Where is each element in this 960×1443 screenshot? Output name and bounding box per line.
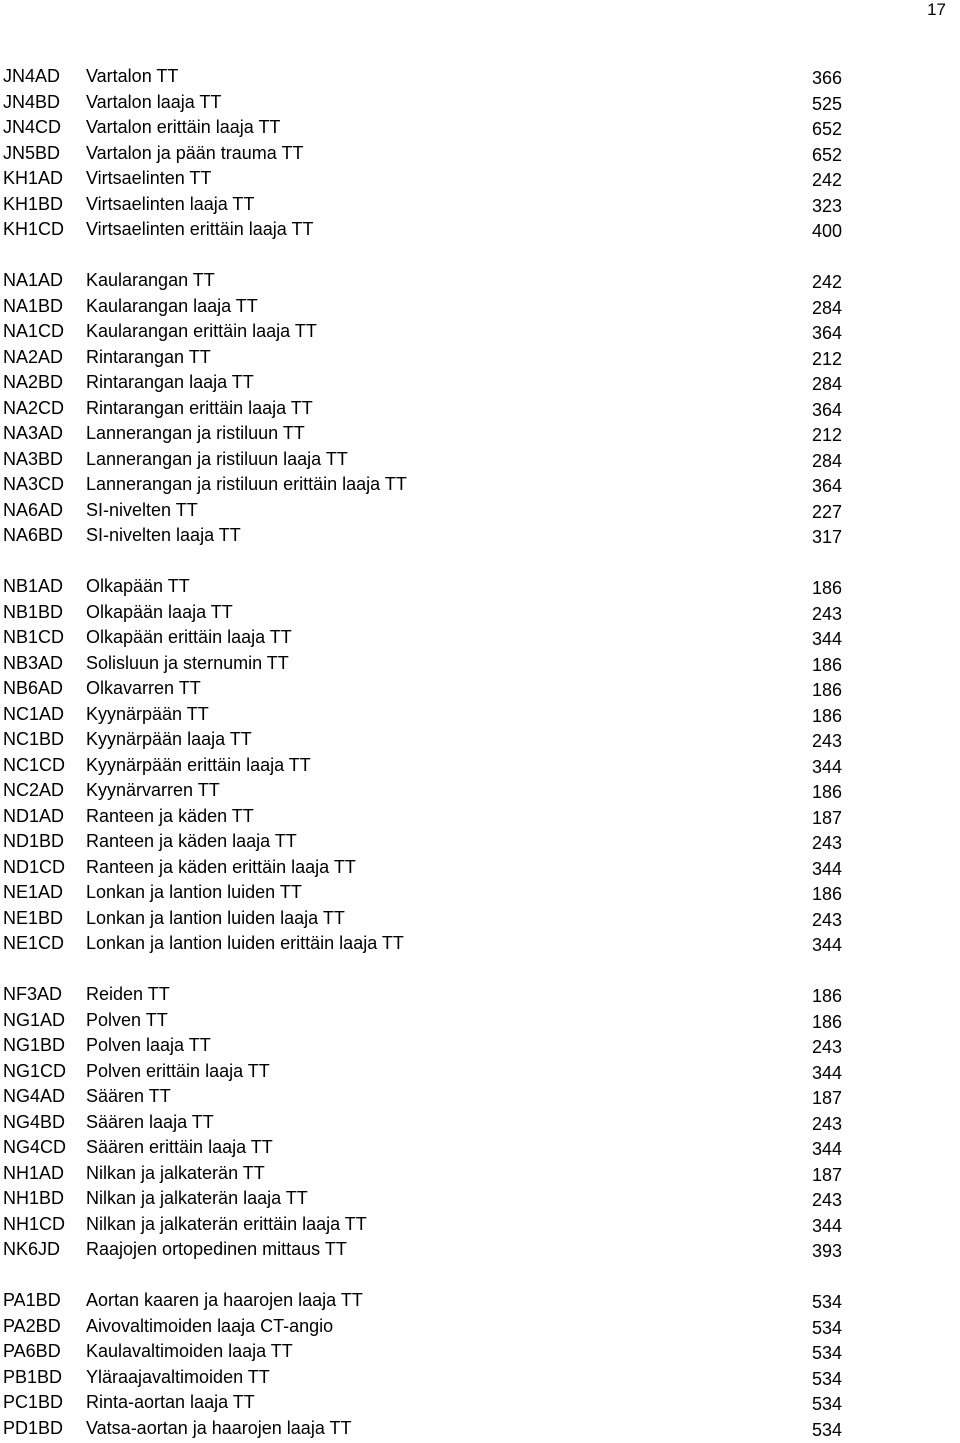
price-row <box>0 855 960 881</box>
procedure-description: Ranteen ja käden laaja TT <box>86 829 297 855</box>
price-row <box>0 217 960 243</box>
procedure-price: 187 <box>812 806 842 832</box>
procedure-description: Aortan kaaren ja haarojen laaja TT <box>86 1288 363 1314</box>
procedure-price: 187 <box>812 1163 842 1189</box>
procedure-code: PA6BD <box>3 1339 81 1365</box>
procedure-price: 344 <box>812 857 842 883</box>
procedure-code: NA2CD <box>3 396 81 422</box>
procedure-price: 284 <box>812 296 842 322</box>
price-list <box>0 64 960 1441</box>
procedure-price: 344 <box>812 755 842 781</box>
procedure-code: NG4BD <box>3 1110 81 1136</box>
procedure-description: Vatsa-aortan ja haarojen laaja TT <box>86 1416 352 1442</box>
procedure-description: Lannerangan ja ristiluun TT <box>86 421 305 447</box>
procedure-price: 525 <box>812 92 842 118</box>
procedure-code: NA3BD <box>3 447 81 473</box>
price-row <box>0 115 960 141</box>
procedure-price: 366 <box>812 66 842 92</box>
procedure-price: 243 <box>812 1035 842 1061</box>
procedure-code: NC1AD <box>3 702 81 728</box>
price-group <box>0 268 960 549</box>
procedure-price: 344 <box>812 1137 842 1163</box>
price-row <box>0 472 960 498</box>
procedure-price: 243 <box>812 602 842 628</box>
procedure-description: Ranteen ja käden erittäin laaja TT <box>86 855 356 881</box>
price-row <box>0 319 960 345</box>
procedure-code: NH1CD <box>3 1212 81 1238</box>
price-row <box>0 727 960 753</box>
price-row <box>0 166 960 192</box>
procedure-price: 186 <box>812 1010 842 1036</box>
procedure-code: NF3AD <box>3 982 81 1008</box>
price-row <box>0 1237 960 1263</box>
procedure-description: Nilkan ja jalkaterän TT <box>86 1161 265 1187</box>
procedure-code: NA1CD <box>3 319 81 345</box>
procedure-price: 186 <box>812 780 842 806</box>
procedure-price: 344 <box>812 627 842 653</box>
procedure-code: NG4CD <box>3 1135 81 1161</box>
price-row <box>0 268 960 294</box>
price-row <box>0 421 960 447</box>
procedure-description: Vartalon TT <box>86 64 178 90</box>
procedure-code: JN4BD <box>3 90 81 116</box>
procedure-code: NA1BD <box>3 294 81 320</box>
price-group <box>0 574 960 957</box>
price-row <box>0 1186 960 1212</box>
procedure-price: 284 <box>812 372 842 398</box>
procedure-price: 186 <box>812 984 842 1010</box>
price-row <box>0 1059 960 1085</box>
price-row <box>0 345 960 371</box>
procedure-code: NK6JD <box>3 1237 81 1263</box>
price-row <box>0 804 960 830</box>
procedure-code: NG1AD <box>3 1008 81 1034</box>
procedure-description: Vartalon laaja TT <box>86 90 221 116</box>
procedure-code: NA6BD <box>3 523 81 549</box>
procedure-price: 364 <box>812 474 842 500</box>
procedure-code: NA2AD <box>3 345 81 371</box>
price-row <box>0 294 960 320</box>
price-row <box>0 396 960 422</box>
procedure-description: Kyynärpään erittäin laaja TT <box>86 753 311 779</box>
procedure-description: Lannerangan ja ristiluun erittäin laaja TT <box>86 472 407 498</box>
price-row <box>0 64 960 90</box>
price-row <box>0 523 960 549</box>
price-row <box>0 1212 960 1238</box>
price-row <box>0 651 960 677</box>
procedure-code: NE1AD <box>3 880 81 906</box>
procedure-price: 243 <box>812 729 842 755</box>
procedure-price: 186 <box>812 653 842 679</box>
procedure-price: 534 <box>812 1367 842 1393</box>
procedure-code: NG1CD <box>3 1059 81 1085</box>
procedure-description: Rintarangan erittäin laaja TT <box>86 396 313 422</box>
procedure-description: Rintarangan laaja TT <box>86 370 254 396</box>
procedure-price: 186 <box>812 576 842 602</box>
procedure-description: Virtsaelinten laaja TT <box>86 192 254 218</box>
procedure-description: Kyynärpään laaja TT <box>86 727 252 753</box>
procedure-description: Lonkan ja lantion luiden TT <box>86 880 302 906</box>
procedure-price: 393 <box>812 1239 842 1265</box>
procedure-description: Säären TT <box>86 1084 171 1110</box>
price-row <box>0 1008 960 1034</box>
procedure-description: Kaularangan erittäin laaja TT <box>86 319 317 345</box>
procedure-description: Polven laaja TT <box>86 1033 211 1059</box>
procedure-price: 242 <box>812 270 842 296</box>
procedure-description: Rinta-aortan laaja TT <box>86 1390 255 1416</box>
procedure-price: 242 <box>812 168 842 194</box>
procedure-description: Olkavarren TT <box>86 676 201 702</box>
price-row <box>0 1339 960 1365</box>
procedure-description: Yläraajavaltimoiden TT <box>86 1365 270 1391</box>
procedure-price: 652 <box>812 117 842 143</box>
procedure-description: Aivovaltimoiden laaja CT-angio <box>86 1314 333 1340</box>
price-row <box>0 982 960 1008</box>
procedure-description: Olkapään laaja TT <box>86 600 233 626</box>
page-number: 17 <box>927 0 946 20</box>
procedure-code: NE1CD <box>3 931 81 957</box>
procedure-description: Säären laaja TT <box>86 1110 214 1136</box>
price-row <box>0 1110 960 1136</box>
procedure-code: ND1AD <box>3 804 81 830</box>
procedure-code: PA1BD <box>3 1288 81 1314</box>
price-row <box>0 1135 960 1161</box>
price-row <box>0 1365 960 1391</box>
procedure-description: SI-nivelten laaja TT <box>86 523 241 549</box>
procedure-price: 364 <box>812 321 842 347</box>
procedure-description: Nilkan ja jalkaterän laaja TT <box>86 1186 308 1212</box>
price-row <box>0 600 960 626</box>
price-row <box>0 1390 960 1416</box>
procedure-description: Vartalon erittäin laaja TT <box>86 115 280 141</box>
procedure-description: Olkapään erittäin laaja TT <box>86 625 292 651</box>
procedure-description: Solisluun ja sternumin TT <box>86 651 289 677</box>
procedure-description: Vartalon ja pään trauma TT <box>86 141 303 167</box>
procedure-price: 323 <box>812 194 842 220</box>
procedure-code: NG4AD <box>3 1084 81 1110</box>
procedure-description: Kyynärpään TT <box>86 702 209 728</box>
procedure-price: 212 <box>812 347 842 373</box>
procedure-description: SI-nivelten TT <box>86 498 198 524</box>
procedure-code: NC1BD <box>3 727 81 753</box>
procedure-code: PB1BD <box>3 1365 81 1391</box>
procedure-code: PC1BD <box>3 1390 81 1416</box>
procedure-description: Kaularangan TT <box>86 268 215 294</box>
price-row <box>0 906 960 932</box>
procedure-code: NE1BD <box>3 906 81 932</box>
price-row <box>0 141 960 167</box>
price-row <box>0 753 960 779</box>
procedure-code: NA6AD <box>3 498 81 524</box>
procedure-price: 243 <box>812 1112 842 1138</box>
price-row <box>0 192 960 218</box>
procedure-description: Lonkan ja lantion luiden laaja TT <box>86 906 345 932</box>
procedure-code: NC2AD <box>3 778 81 804</box>
price-row <box>0 1416 960 1442</box>
procedure-description: Lonkan ja lantion luiden erittäin laaja TT <box>86 931 404 957</box>
procedure-code: NA1AD <box>3 268 81 294</box>
procedure-code: NA2BD <box>3 370 81 396</box>
procedure-code: JN5BD <box>3 141 81 167</box>
procedure-code: ND1BD <box>3 829 81 855</box>
procedure-code: KH1BD <box>3 192 81 218</box>
price-group <box>0 982 960 1263</box>
price-row <box>0 498 960 524</box>
price-row <box>0 880 960 906</box>
procedure-price: 534 <box>812 1392 842 1418</box>
price-row <box>0 931 960 957</box>
procedure-description: Virtsaelinten erittäin laaja TT <box>86 217 313 243</box>
procedure-code: NB6AD <box>3 676 81 702</box>
procedure-description: Olkapään TT <box>86 574 190 600</box>
procedure-price: 243 <box>812 1188 842 1214</box>
procedure-code: NA3CD <box>3 472 81 498</box>
price-row <box>0 1084 960 1110</box>
price-group <box>0 64 960 243</box>
price-row <box>0 1161 960 1187</box>
procedure-code: ND1CD <box>3 855 81 881</box>
procedure-price: 243 <box>812 831 842 857</box>
procedure-code: NH1BD <box>3 1186 81 1212</box>
procedure-price: 344 <box>812 1061 842 1087</box>
procedure-description: Lannerangan ja ristiluun laaja TT <box>86 447 348 473</box>
price-group <box>0 1288 960 1441</box>
procedure-price: 534 <box>812 1341 842 1367</box>
price-row <box>0 1288 960 1314</box>
procedure-description: Säären erittäin laaja TT <box>86 1135 273 1161</box>
procedure-code: NB1BD <box>3 600 81 626</box>
price-row <box>0 778 960 804</box>
procedure-code: NC1CD <box>3 753 81 779</box>
procedure-price: 344 <box>812 1214 842 1240</box>
procedure-description: Polven erittäin laaja TT <box>86 1059 270 1085</box>
procedure-price: 652 <box>812 143 842 169</box>
procedure-code: NA3AD <box>3 421 81 447</box>
procedure-code: NB1AD <box>3 574 81 600</box>
procedure-price: 400 <box>812 219 842 245</box>
price-row <box>0 1033 960 1059</box>
price-row <box>0 90 960 116</box>
procedure-price: 534 <box>812 1290 842 1316</box>
procedure-price: 227 <box>812 500 842 526</box>
procedure-description: Kyynärvarren TT <box>86 778 220 804</box>
procedure-price: 186 <box>812 704 842 730</box>
procedure-description: Reiden TT <box>86 982 170 1008</box>
procedure-description: Polven TT <box>86 1008 168 1034</box>
procedure-description: Virtsaelinten TT <box>86 166 211 192</box>
procedure-price: 212 <box>812 423 842 449</box>
procedure-price: 534 <box>812 1418 842 1443</box>
procedure-description: Nilkan ja jalkaterän erittäin laaja TT <box>86 1212 367 1238</box>
price-row <box>0 447 960 473</box>
procedure-code: JN4CD <box>3 115 81 141</box>
procedure-code: PA2BD <box>3 1314 81 1340</box>
procedure-description: Rintarangan TT <box>86 345 211 371</box>
procedure-code: NB1CD <box>3 625 81 651</box>
procedure-code: KH1AD <box>3 166 81 192</box>
procedure-price: 187 <box>812 1086 842 1112</box>
price-row <box>0 702 960 728</box>
price-row <box>0 1314 960 1340</box>
procedure-code: KH1CD <box>3 217 81 243</box>
procedure-price: 243 <box>812 908 842 934</box>
procedure-code: PD1BD <box>3 1416 81 1442</box>
procedure-price: 364 <box>812 398 842 424</box>
procedure-code: NG1BD <box>3 1033 81 1059</box>
price-row <box>0 676 960 702</box>
procedure-price: 317 <box>812 525 842 551</box>
procedure-code: NH1AD <box>3 1161 81 1187</box>
procedure-price: 284 <box>812 449 842 475</box>
price-row <box>0 370 960 396</box>
procedure-price: 534 <box>812 1316 842 1342</box>
price-row <box>0 574 960 600</box>
price-row <box>0 625 960 651</box>
procedure-price: 344 <box>812 933 842 959</box>
procedure-description: Kaularangan laaja TT <box>86 294 258 320</box>
procedure-description: Raajojen ortopedinen mittaus TT <box>86 1237 347 1263</box>
procedure-description: Kaulavaltimoiden laaja TT <box>86 1339 293 1365</box>
procedure-price: 186 <box>812 678 842 704</box>
price-row <box>0 829 960 855</box>
procedure-code: JN4AD <box>3 64 81 90</box>
procedure-description: Ranteen ja käden TT <box>86 804 254 830</box>
procedure-code: NB3AD <box>3 651 81 677</box>
procedure-price: 186 <box>812 882 842 908</box>
